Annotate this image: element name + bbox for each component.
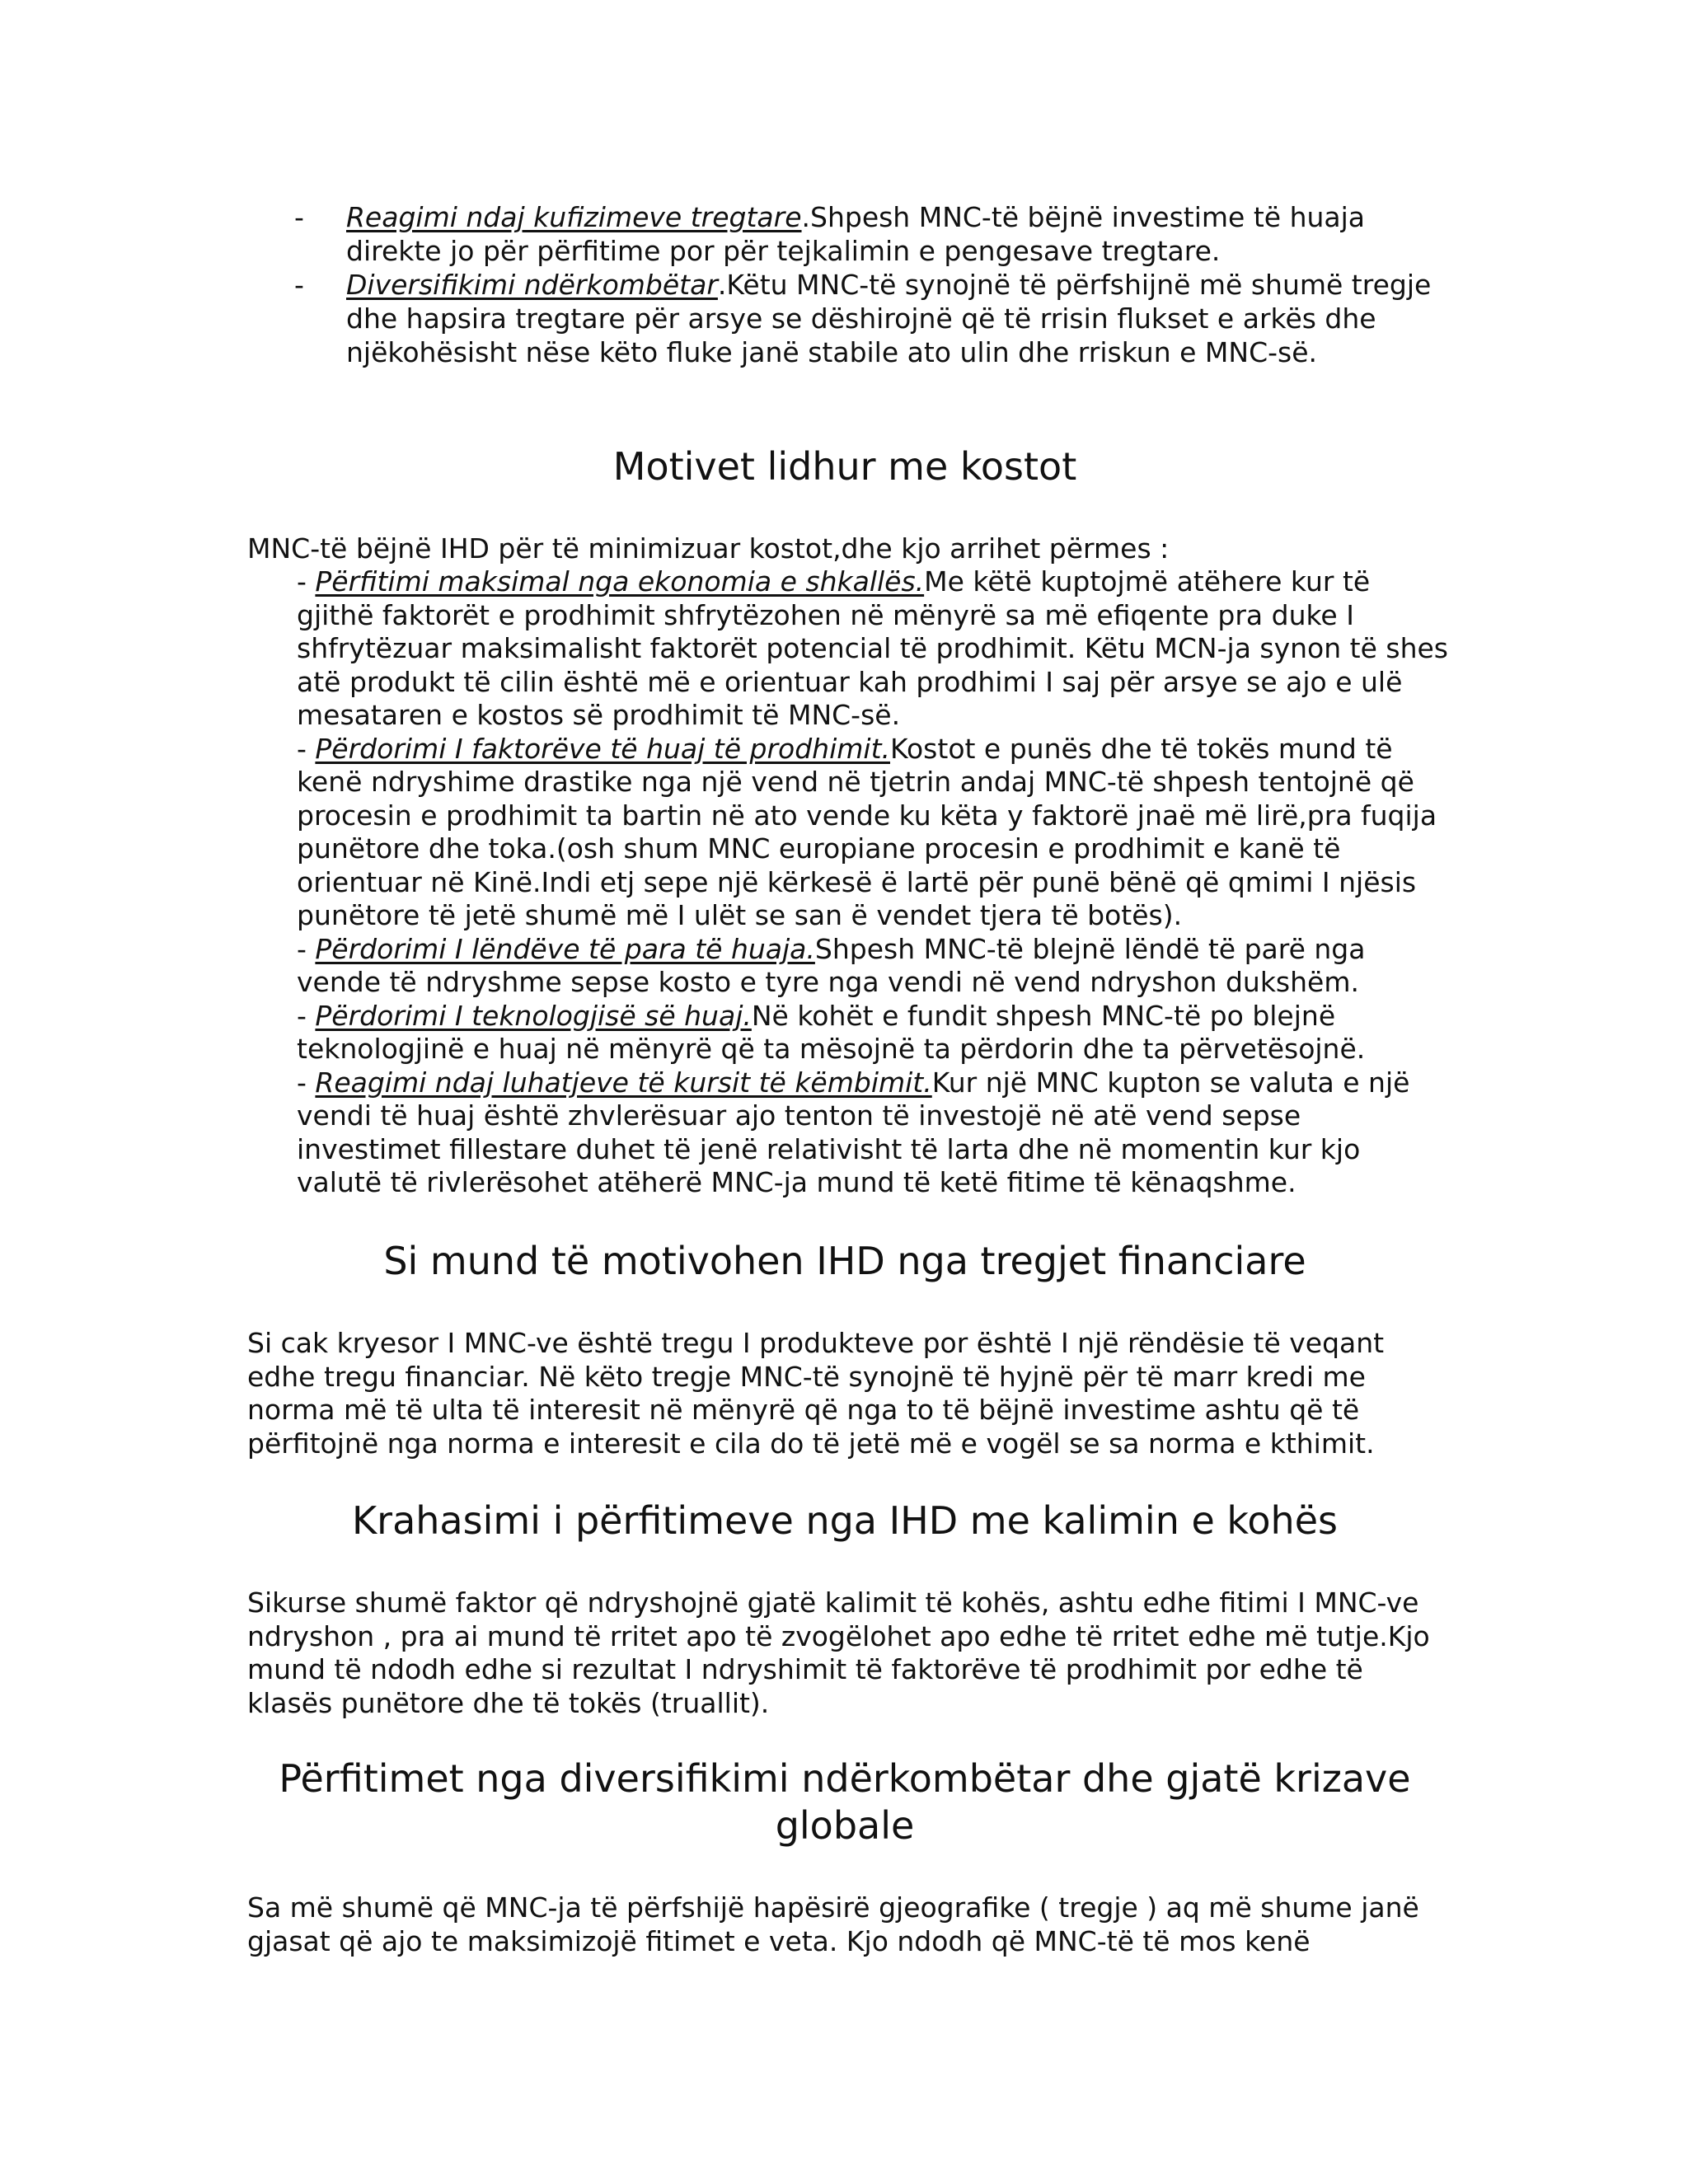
item-prefix: - [297, 999, 316, 1032]
item-title: Përdorimi I faktorëve të huaj të prodhimit. [315, 732, 890, 765]
item-prefix: - [297, 565, 316, 598]
item-text: Me këtë kuptojmë atëhere kur të gjithë faktorët e prodhimit shfrytëzohen në mënyrë sa më efiqente pra duke I shfrytëzuar maksimalisht faktorët potencial të prodhimit. Këtu MCN-ja synon të shes atë produkt të cilin është më e orientuar kah prodhimi I saj për arsye se ajo e ulë mesataren e kostos së prodhimit të MNC-së. [297, 565, 1448, 731]
benefits-over-time-paragraph: Sikurse shumë faktor që ndryshojnë gjatë kalimit të kohës, ashtu edhe fitimi I MNC-ve ndryshon , pra ai mund të rritet apo të zvogëlohet apo edhe të rritet edhe më tutje.Kjo mund të ndodh edhe si rezultat I ndryshimit të faktorëve të prodhimit por edhe të klasës punëtore dhe të tokës (truallit). [247, 1586, 1430, 1719]
item-prefix: - [297, 932, 316, 965]
heading-financial-markets: Si mund të motivohen IHD nga tregjet financiare [383, 1239, 1306, 1283]
item-text: Në kohët e fundit shpesh MNC-të po blejnë teknologjinë e huaj në mënyrë që ta mësojnë ta përdorin dhe ta përvetësojnë. [297, 999, 1366, 1065]
bullet-title: Reagimi ndaj kufizimeve tregtare [346, 201, 802, 233]
cost-item-exchange-rate [297, 1066, 1451, 1200]
costs-intro: MNC-të bëjnë IHD për të minimizuar kostot,dhe kjo arrihet përmes : [247, 532, 1170, 565]
bullet-text: .Shpesh MNC-të bëjnë investime të huaja direkte jo për përfitime por për tejkalimin e pengesave tregtare. [346, 201, 1366, 267]
bullet-title: Diversifikimi ndërkombëtar [346, 269, 718, 301]
item-prefix: - [297, 1066, 316, 1099]
item-title: Përdorimi I lëndëve të para të huaja. [315, 932, 815, 965]
financial-markets-paragraph: Si cak kryesor I MNC-ve është tregu I produkteve por është I një rëndësie të veqant edhe tregu financiar. Në këto tregje MNC-të synojnë të hyjnë për të marr kredi me norma më të ulta të interesit në mënyrë që nga to të bëjnë investime ashtu që të përfitojnë nga norma e interesit e cila do të jetë më e vogël se sa norma e kthimit. [247, 1327, 1385, 1460]
heading-diversification-crises: Përfitimet nga diversifikimi ndërkombëtar dhe gjatë krizave globale [279, 1756, 1411, 1848]
cost-item-foreign-technology [297, 1000, 1451, 1066]
item-text: Kostot e punës dhe të tokës mund të kenë ndryshime drastike nga një vend në tjetrin andaj MNC-të shpesh tentojnë që procesin e prodhimit ta bartin në ato vende ku këta y faktorë jnaë më lirë,pra fuqija punëtore dhe toka.(osh shum MNC europiane procesin e prodhimit e kanë të orientuar në Kinë.Indi etj sepe një kërkesë ë lartë për punë bënë që qmimi I njësis punëtore të jetë shumë më I ulët se san ë vendet tjera të botës). [297, 732, 1437, 931]
item-title: Përdorimi I teknologjisë së huaj. [315, 999, 752, 1032]
diversification-paragraph: Sa më shumë që MNC-ja të përfshijë hapësirë gjeografike ( tregje ) aq më shume janë gjasat që ajo te maksimizojë fitimet e veta. Kjo ndodh që MNC-të të mos kenë [247, 1891, 1419, 1957]
bullet-item-trade-restrictions [290, 200, 1444, 268]
heading-benefits-over-time: Krahasimi i përfitimeve nga IHD me kalimin e kohës [352, 1498, 1338, 1543]
item-prefix: - [297, 732, 316, 765]
bullet-item-international-diversification [290, 268, 1444, 369]
cost-item-economy-of-scale [297, 565, 1451, 733]
cost-item-foreign-production-factors [297, 733, 1451, 933]
bullet-list [290, 200, 1444, 369]
item-text: Shpesh MNC-të blejnë lëndë të parë nga vende të ndryshme sepse kosto e tyre nga vendi në vend ndryshon dukshëm. [297, 932, 1366, 998]
bullet-dash: - [294, 269, 304, 301]
cost-item-foreign-raw-materials [297, 933, 1451, 1000]
item-title: Përfitimi maksimal nga ekonomia e shkallës. [315, 565, 925, 598]
item-text: Kur një MNC kupton se valuta e një vendi të huaj është zhvlerësuar ajo tenton të investojë në atë vend sepse investimet fillestare duhet të jenë relativisht të larta dhe në momentin kur kjo valutë të rivlerësohet atëherë MNC-ja mund të ketë fitime të kënaqshme. [297, 1066, 1410, 1198]
item-title: Reagimi ndaj luhatjeve të kursit të këmbimit. [315, 1066, 932, 1099]
cost-items-block [297, 565, 1451, 1200]
heading-cost-motives: Motivet lidhur me kostot [612, 444, 1077, 489]
bullet-dash: - [294, 201, 304, 233]
bullet-text: .Këtu MNC-të synojnë të përfshijnë më shumë tregje dhe hapsira tregtare për arsye se dëshirojnë që të rrisin flukset e arkës dhe njëkohësisht nëse këto fluke janë stabile ato ulin dhe rriskun e MNC-së. [346, 269, 1432, 368]
